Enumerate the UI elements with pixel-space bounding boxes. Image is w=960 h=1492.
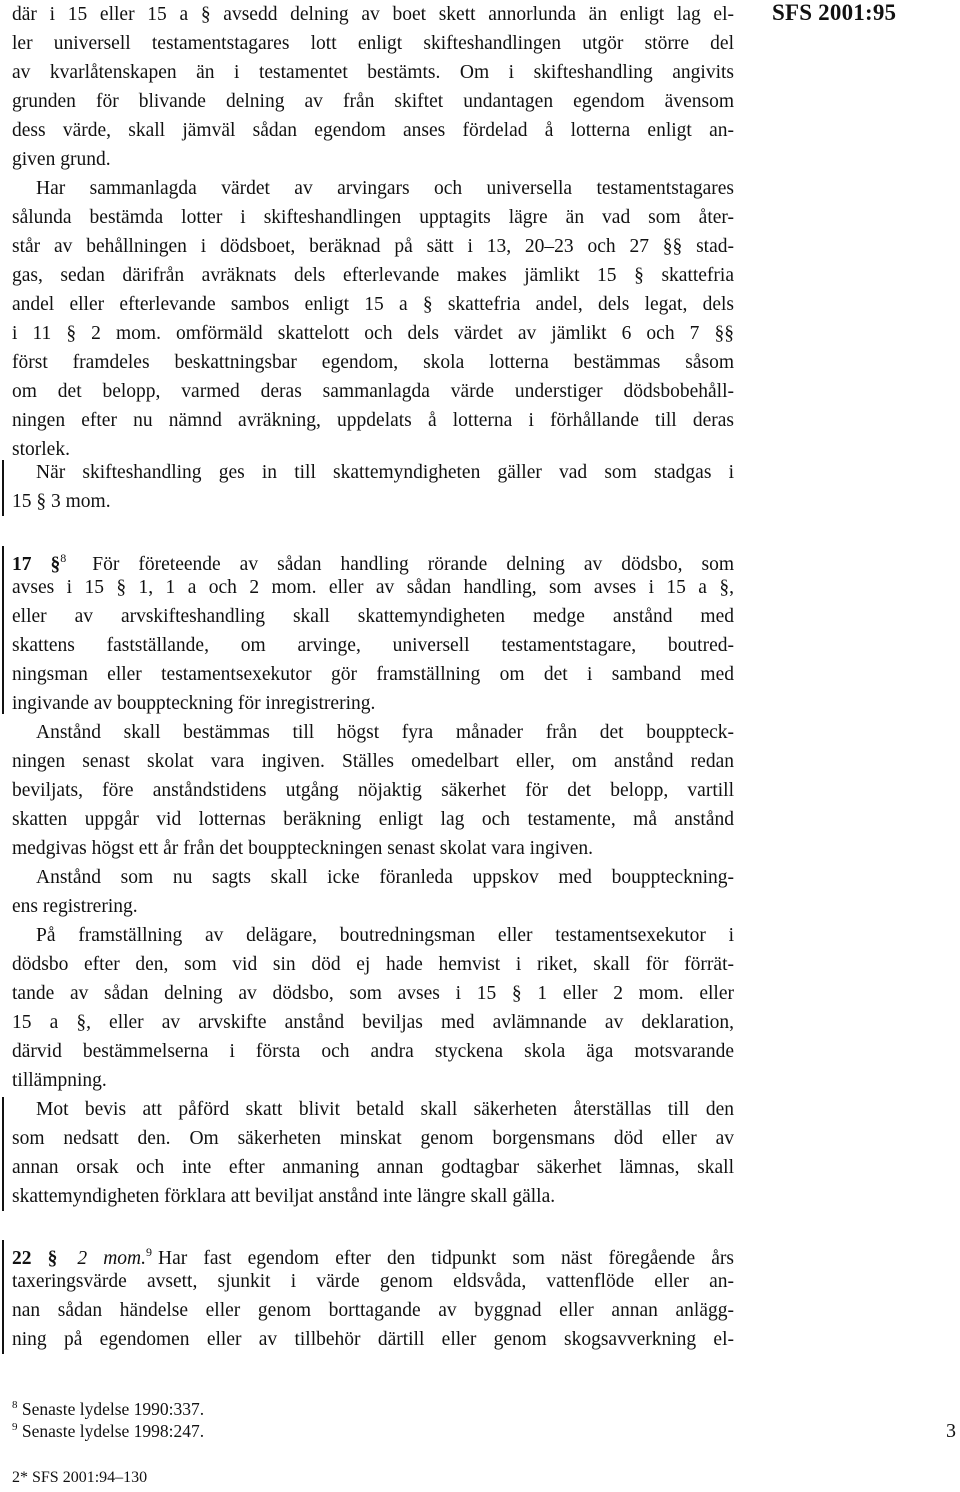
text-line: där i 15 eller 15 a § avsedd delning av boet skett annorlunda än enligt lag el- bbox=[12, 4, 734, 25]
text-line: som nedsatt den. Om säkerheten minskat genom borgensmans död eller av bbox=[12, 1128, 734, 1149]
text-line: står av behållningen i dödsboet, beräknad på sätt i 13, 20–23 och 27 §§ stad- bbox=[12, 236, 734, 257]
text-line: avses i 15 § 1, 1 a och 2 mom. eller av sådan handling, som avses i 15 a §, bbox=[12, 577, 734, 598]
footnote-ref: 8 bbox=[60, 551, 67, 565]
text-line: skatten uppgår vid lotternas beräkning enligt lag och testamente, må anstånd bbox=[12, 809, 734, 830]
change-bar bbox=[2, 546, 4, 714]
text-line: sålunda bestämda lotter i skifteshandlingen upptagits lägre än vad som åter- bbox=[12, 207, 734, 228]
footnote-text: Senaste lydelse 1998:247. bbox=[21, 1421, 205, 1441]
text-line: nan sådan händelse eller genom borttagande av byggnad eller annan anlägg- bbox=[12, 1300, 734, 1321]
text-line: andel eller efterlevande sambos enligt 15 a § skattefria andel, dels legat, dels bbox=[12, 294, 734, 315]
text-line: Har sammanlagda värdet av arvingars och universella testamentstagares bbox=[36, 178, 734, 199]
footnote-ref: 9 bbox=[146, 1245, 153, 1259]
text-line: medgivas högst ett år från det bouppteckningen senast skolat vara ingiven. bbox=[12, 838, 594, 859]
text-line: Mot bevis att påförd skatt blivit betald skall säkerheten återställas till den bbox=[36, 1099, 734, 1120]
text-line: 15 § 3 mom. bbox=[12, 491, 111, 512]
text-line: Anstånd som nu sagts skall icke föranleda uppskov med bouppteckning- bbox=[36, 867, 734, 888]
text-line: ningsman eller testamentsexekutor gör framställning om det i samband med bbox=[12, 664, 734, 685]
footnote-number: 9 bbox=[12, 1421, 18, 1433]
text-line: ens registrering. bbox=[12, 896, 138, 917]
text-line: dess värde, skall jämväl sådan egendom anses fördelad å lotterna enligt an- bbox=[12, 120, 734, 141]
footnote-text: Senaste lydelse 1990:337. bbox=[21, 1399, 205, 1419]
change-bar bbox=[2, 1097, 4, 1211]
text-line: dödsbo efter den, som vid sin död ej hade hemvist i riket, skall för förrät- bbox=[12, 954, 734, 975]
footnote bbox=[12, 1416, 204, 1442]
section-text: För företeende av sådan handling rörande delning av dödsbo, som bbox=[92, 554, 735, 575]
text-line: annan orsak och inte efter anmaning annan godtagbar säkerhet lämnas, skall bbox=[12, 1157, 734, 1178]
text-line: först framdeles beskattningsbar egendom, skola lotterna bestämmas såsom bbox=[12, 352, 734, 373]
text-line: därvid bestämmelserna i första och andra styckena skola äga motsvarande bbox=[12, 1041, 734, 1062]
text-line bbox=[12, 1238, 734, 1267]
text-line: eller av arvskifteshandling skall skattemyndigheten medge anstånd med bbox=[12, 606, 734, 627]
text-line: given grund. bbox=[12, 149, 111, 170]
text-line: På framställning av delägare, boutredningsman eller testamentsexekutor i bbox=[36, 925, 734, 946]
text-line: taxeringsvärde avsett, sjunkit i värde genom eldsvåda, vattenflöde eller an- bbox=[12, 1271, 734, 1292]
section-text: Har fast egendom efter den tidpunkt som näst föregående års bbox=[158, 1248, 734, 1269]
text-line: i 11 § 2 mom. omförmäld skattelott och dels värdet av jämlikt 6 och 7 §§ bbox=[12, 323, 734, 344]
section-number: 22 § bbox=[12, 1248, 58, 1269]
text-line: ningen senast skolat vara ingiven. Ställes omedelbart eller, om anstånd redan bbox=[12, 751, 734, 772]
text-line: gas, sedan därifrån avräknats dels efterlevande makes jämlikt 15 § skattefria bbox=[12, 265, 734, 286]
text-line: När skifteshandling ges in till skattemyndigheten gäller vad som stadgas i bbox=[36, 462, 734, 483]
print-reference: 2* SFS 2001:94–130 bbox=[12, 1469, 148, 1486]
text-line: beviljats, före anståndstidens utgång nöjaktig säkerhet för det belopp, vartill bbox=[12, 780, 734, 801]
change-bar bbox=[2, 460, 4, 516]
text-line: 15 a §, eller av arvskifte anstånd beviljas med avlämnande av deklaration, bbox=[12, 1012, 734, 1033]
text-line: av kvarlåtenskapen än i testamentet bestämts. Om i skifteshandling angivits bbox=[12, 62, 734, 83]
text-line bbox=[12, 544, 734, 573]
subsection-mark: 2 mom. bbox=[77, 1248, 147, 1269]
section-number: 17 § bbox=[12, 554, 61, 575]
text-line: ningen efter nu nämnd avräkning, uppdelats å lotterna i förhållande till deras bbox=[12, 410, 734, 431]
page-number: 3 bbox=[946, 1420, 956, 1442]
text-line: Anstånd skall bestämmas till högst fyra månader från det bouppteck- bbox=[36, 722, 734, 743]
text-line: grunden för blivande delning av från skiftet undantagen egendom ävensom bbox=[12, 91, 734, 112]
text-line: skattens fastställande, om arvinge, universell testamentstagare, boutred- bbox=[12, 635, 734, 656]
text-line: ler universell testamentstagares lott enligt skifteshandlingen utgör större del bbox=[12, 33, 734, 54]
text-line: ning på egendomen eller av tillbehör därtill eller genom skogsavverkning el- bbox=[12, 1329, 734, 1350]
text-line: om det belopp, varmed deras sammanlagda värde understiger dödsbobehåll- bbox=[12, 381, 734, 402]
sfs-number-header: SFS 2001:95 bbox=[772, 0, 897, 25]
text-line: ingivande av bouppteckning för inregistrering. bbox=[12, 693, 376, 714]
text-line: tande av sådan delning av dödsbo, som avses i 15 § 1 eller 2 mom. eller bbox=[12, 983, 734, 1004]
text-line: storlek. bbox=[12, 439, 70, 460]
change-bar bbox=[2, 1240, 4, 1354]
text-line: skattemyndigheten förklara att beviljat anstånd inte längre skall gälla. bbox=[12, 1186, 556, 1207]
footnote-number: 8 bbox=[12, 1399, 18, 1411]
text-line: tillämpning. bbox=[12, 1070, 107, 1091]
